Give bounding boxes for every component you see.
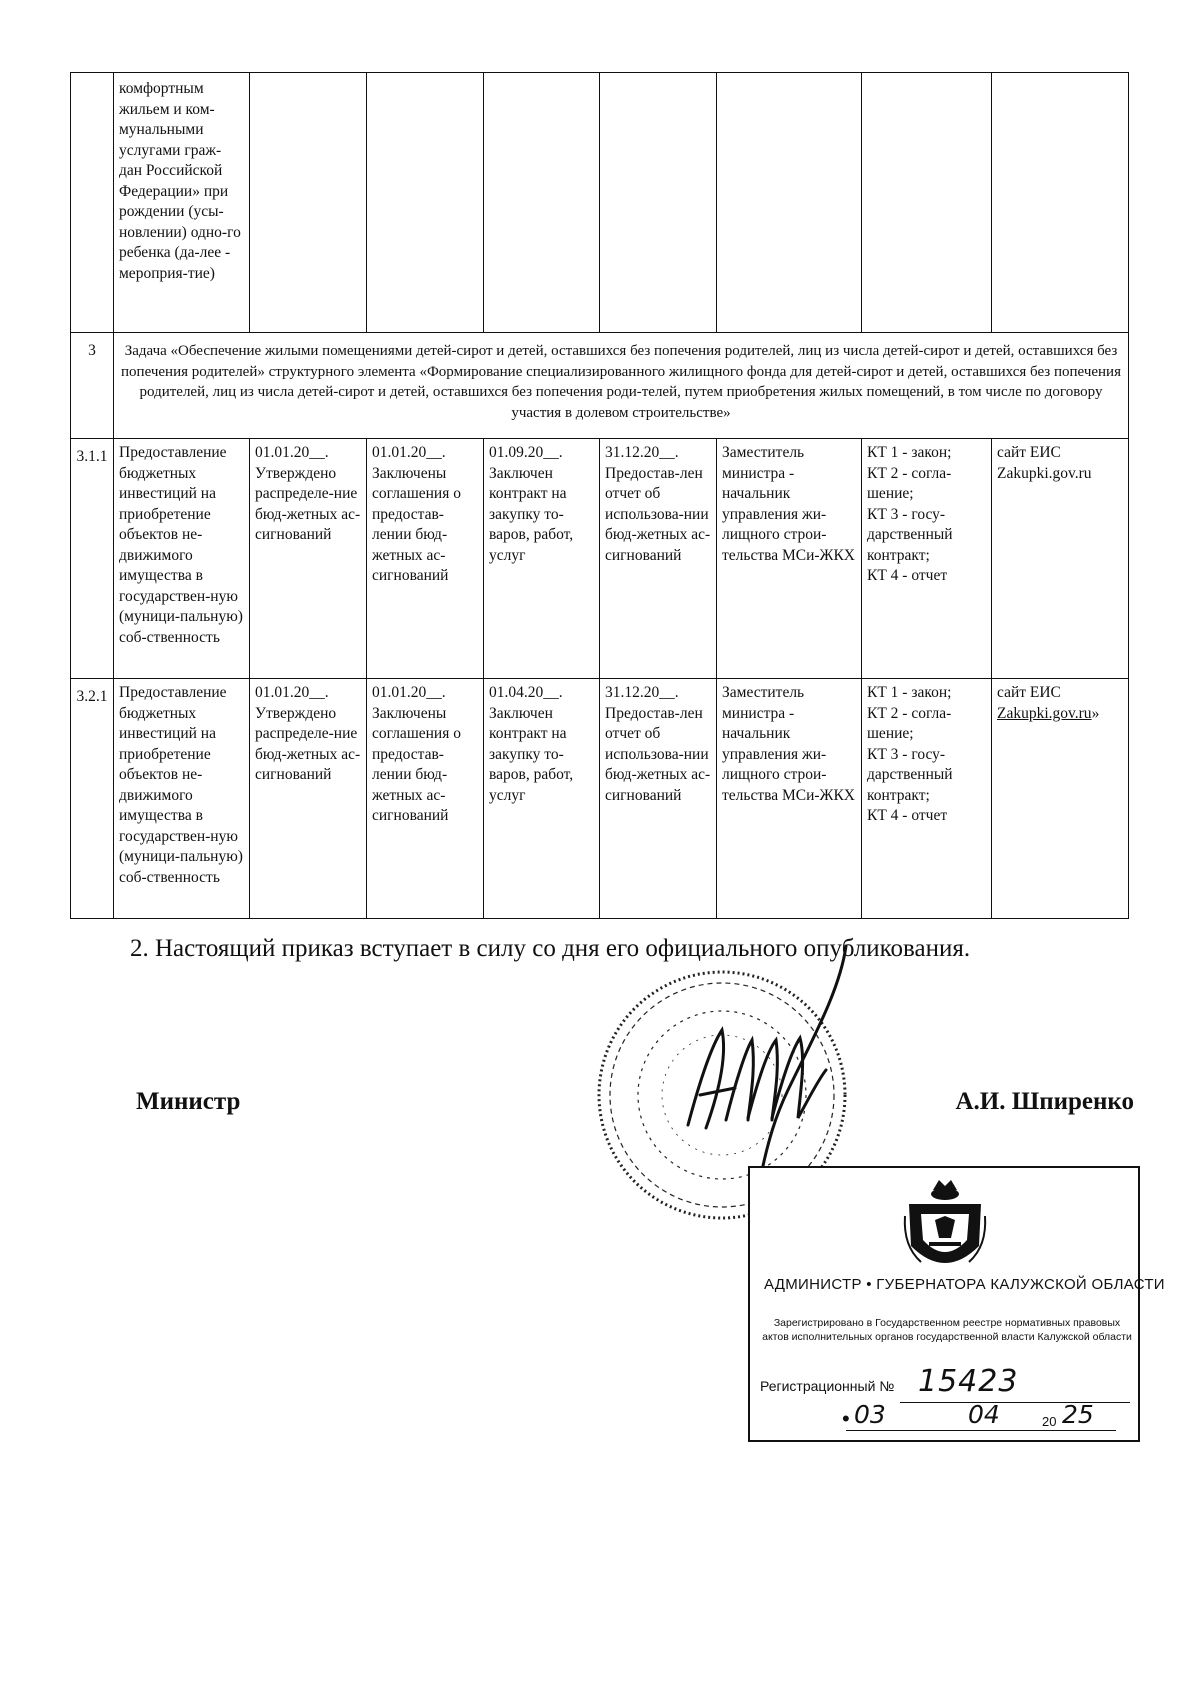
event-name-continuation: комфортным жильем и ком-мунальными услугами граж-дан Российской Федерации» при рождении (усы-новлении) одно-го ребенка (да-лее - мероприя-тие) — [114, 73, 250, 333]
doc-type: КТ 2 - согла-шение; — [867, 464, 952, 502]
doc-type: КТ 3 - госу-дарственный контракт; — [867, 745, 953, 804]
doc-type: КТ 3 - госу-дарственный контракт; — [867, 505, 953, 564]
table-row-task — [71, 333, 1129, 439]
system-name: сайт ЕИС — [997, 684, 1061, 701]
coat-of-arms-icon — [899, 1176, 991, 1286]
signatory-name: А.И. Шпиренко — [955, 1088, 1134, 1115]
table-row — [71, 439, 1129, 679]
doc-type: КТ 2 - согла-шение; — [867, 704, 952, 742]
row-number: 3.1.1 — [71, 439, 114, 679]
handwritten-signature — [688, 946, 846, 1180]
stamp-registration-text: Зарегистрировано в Государственном реестре нормативных правовых актов исполнительных органов государственной власти Калужской области — [762, 1317, 1132, 1343]
system-url: Zakupki.gov.ru — [997, 464, 1092, 482]
stamp-organization: АДМИНИСТР • ГУБЕРНАТОРА КАЛУЖСКОЙ ОБЛАСТИ — [764, 1276, 1165, 1293]
document-types — [862, 439, 992, 679]
registration-year-suffix: 25 — [1062, 1400, 1094, 1429]
event-name: Предоставление бюджетных инвестиций на приобретение объектов не-движимого имущества в государствен-ную (муници-пальную) соб-ственность — [114, 679, 250, 919]
control-point-4: 31.12.20__. Предостав-лен отчет об использова-нии бюд-жетных ас-сигнований — [600, 679, 717, 919]
empty-cell — [717, 73, 862, 333]
event-name: Предоставление бюджетных инвестиций на приобретение объектов не-движимого имущества в государствен-ную (муници-пальную) соб-ственность — [114, 439, 250, 679]
row-number: 3.2.1 — [71, 679, 114, 919]
row-number — [71, 73, 114, 333]
control-point-2: 01.01.20__. Заключены соглашения о предостав-лении бюд-жетных ас-сигнований — [367, 439, 484, 679]
doc-type: КТ 1 - закон; — [867, 684, 952, 701]
control-point-2: 01.01.20__. Заключены соглашения о предостав-лении бюд-жетных ас-сигнований — [367, 679, 484, 919]
doc-type: КТ 1 - закон; — [867, 444, 952, 461]
empty-cell — [862, 73, 992, 333]
empty-cell — [484, 73, 600, 333]
registration-day: 03 — [854, 1400, 886, 1429]
registration-number: 15423 — [918, 1364, 1019, 1399]
task-number: 3 — [71, 333, 114, 439]
system-url[interactable]: Zakupki.gov.ru — [997, 704, 1092, 722]
control-point-3: 01.04.20__. Заключен контракт на закупку то-варов, работ, услуг — [484, 679, 600, 919]
empty-cell — [600, 73, 717, 333]
document-types — [862, 679, 992, 919]
doc-type: КТ 4 - отчет — [867, 567, 948, 584]
doc-type: КТ 4 - отчет — [867, 807, 948, 824]
system-url-line — [997, 704, 1123, 725]
empty-cell — [992, 73, 1129, 333]
date-dot: • — [842, 1406, 850, 1431]
empty-cell — [367, 73, 484, 333]
table-row — [71, 679, 1129, 919]
control-point-1: 01.01.20__. Утверждено распределе-ние бюд-жетных ас-сигнований — [250, 679, 367, 919]
signatory-title: Министр — [136, 1088, 241, 1115]
registration-month: 04 — [968, 1400, 1000, 1429]
system-name: сайт ЕИС — [997, 444, 1061, 461]
registration-date-rule — [846, 1430, 1116, 1431]
empty-cell — [250, 73, 367, 333]
task-description: Задача «Обеспечение жилыми помещениями детей-сирот и детей, оставшихся без попечения родителей, лиц из числа детей-сирот и детей, оставшихся без попечения родителей» структурного элемента «Формирование специализированного жилищного фонда для детей-сирот и детей, оставшихся без попечения родителей, лиц из числа детей-сирот и детей, оставшихся без попечения роди-телей, путем приобретения жилых помещений, в том числе по договору участия в долевом строительстве» — [114, 333, 1129, 439]
registration-year-prefix: 20 — [1042, 1414, 1057, 1429]
registration-stamp — [748, 1166, 1165, 1442]
information-system — [992, 679, 1129, 919]
registration-number-rule — [900, 1402, 1130, 1403]
responsible-person: Заместитель министра - начальник управления жи-лищного строи-тельства МСи-ЖКХ — [717, 439, 862, 679]
control-point-3: 01.09.20__. Заключен контракт на закупку то-варов, работ, услуг — [484, 439, 600, 679]
control-points-table — [70, 72, 1129, 919]
registration-number-label: Регистрационный № — [760, 1378, 895, 1394]
responsible-person: Заместитель министра - начальник управления жи-лищного строи-тельства МСи-ЖКХ — [717, 679, 862, 919]
closing-quote: » — [1091, 704, 1100, 722]
control-point-4: 31.12.20__. Предостав-лен отчет об использова-нии бюд-жетных ас-сигнований — [600, 439, 717, 679]
information-system — [992, 439, 1129, 679]
order-clause: 2. Настоящий приказ вступает в силу со дня его официального опубликования. — [130, 935, 971, 962]
table-row-continuation — [71, 73, 1129, 333]
control-point-1: 01.01.20__. Утверждено распределе-ние бюд-жетных ас-сигнований — [250, 439, 367, 679]
